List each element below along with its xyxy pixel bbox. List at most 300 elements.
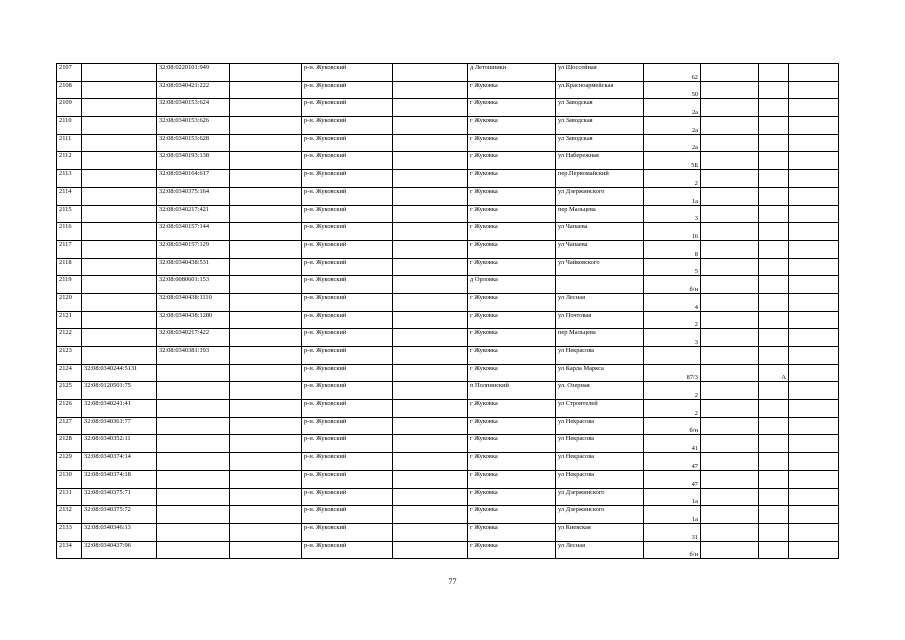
empty-cell xyxy=(789,541,839,559)
table-row xyxy=(57,329,839,347)
cadastral-number-cell: 32:08:0340375:164 xyxy=(157,187,230,205)
locality-cell: г Жуковка xyxy=(468,81,556,99)
district-cell: р-н. Жуковский xyxy=(302,470,393,488)
cadastral-number-cell xyxy=(157,382,230,400)
locality-cell: г Жуковка xyxy=(468,400,556,418)
district-cell: р-н. Жуковский xyxy=(302,382,393,400)
empty-cell xyxy=(789,488,839,506)
locality-cell: г Жуковка xyxy=(468,541,556,559)
locality-cell: г Жуковка xyxy=(468,240,556,258)
house-number-cell: 50 xyxy=(644,81,701,99)
street-cell: ул Чапаева xyxy=(556,240,644,258)
empty-cell xyxy=(701,347,759,365)
empty-cell xyxy=(230,470,302,488)
table-row xyxy=(57,347,839,365)
cadastral-number-cell xyxy=(82,152,157,170)
empty-cell xyxy=(393,400,468,418)
street-cell: ул Некрасова xyxy=(556,347,644,365)
building-letter-cell xyxy=(759,99,789,117)
empty-cell xyxy=(789,276,839,294)
table-row xyxy=(57,81,839,99)
empty-cell xyxy=(393,276,468,294)
empty-cell xyxy=(393,488,468,506)
empty-cell xyxy=(701,541,759,559)
house-number-cell: 87/3 xyxy=(644,364,701,382)
table-row xyxy=(57,99,839,117)
cadastral-number-cell: 32:08:0340421:222 xyxy=(157,81,230,99)
locality-cell: г Жуковка xyxy=(468,347,556,365)
empty-cell xyxy=(701,293,759,311)
empty-cell xyxy=(393,329,468,347)
row-number-cell: 2132 xyxy=(57,506,82,524)
empty-cell xyxy=(393,152,468,170)
district-cell: р-н. Жуковский xyxy=(302,400,393,418)
empty-cell xyxy=(393,258,468,276)
empty-cell xyxy=(701,99,759,117)
street-cell: ул Чапаева xyxy=(556,223,644,241)
empty-cell xyxy=(230,382,302,400)
cadastral-number-cell xyxy=(82,205,157,223)
empty-cell xyxy=(701,435,759,453)
cadastral-number-cell xyxy=(157,364,230,382)
empty-cell xyxy=(701,364,759,382)
empty-cell xyxy=(701,240,759,258)
empty-cell xyxy=(701,417,759,435)
building-letter-cell xyxy=(759,453,789,471)
locality-cell: г Жуковка xyxy=(468,523,556,541)
empty-cell xyxy=(701,152,759,170)
cadastral-number-cell xyxy=(157,470,230,488)
row-number-cell: 2129 xyxy=(57,453,82,471)
street-cell: ул Некрасова xyxy=(556,417,644,435)
cadastral-number-cell: 32:08:0340375:72 xyxy=(82,506,157,524)
locality-cell: г Жуковка xyxy=(468,364,556,382)
empty-cell xyxy=(230,364,302,382)
cadastral-number-cell xyxy=(82,117,157,135)
street-cell: ул Некрасова xyxy=(556,470,644,488)
row-number-cell: 2124 xyxy=(57,364,82,382)
empty-cell xyxy=(789,117,839,135)
empty-cell xyxy=(789,170,839,188)
street-cell: ул Дзержинского xyxy=(556,488,644,506)
table-row xyxy=(57,240,839,258)
row-number-cell: 2123 xyxy=(57,347,82,365)
street-cell: ул.Красноармейская xyxy=(556,81,644,99)
table-row xyxy=(57,117,839,135)
cadastral-number-cell xyxy=(82,329,157,347)
empty-cell xyxy=(230,400,302,418)
cadastral-number-cell xyxy=(82,81,157,99)
building-letter-cell xyxy=(759,258,789,276)
locality-cell: г Жуковка xyxy=(468,470,556,488)
cadastral-number-cell xyxy=(157,523,230,541)
district-cell: р-н. Жуковский xyxy=(302,453,393,471)
row-number-cell: 2118 xyxy=(57,258,82,276)
empty-cell xyxy=(393,541,468,559)
house-number-cell: б/н xyxy=(644,417,701,435)
empty-cell xyxy=(701,470,759,488)
table-row xyxy=(57,64,839,82)
district-cell: р-н. Жуковский xyxy=(302,417,393,435)
locality-cell: г Жуковка xyxy=(468,117,556,135)
empty-cell xyxy=(789,382,839,400)
empty-cell xyxy=(230,258,302,276)
table-row xyxy=(57,311,839,329)
empty-cell xyxy=(789,506,839,524)
cadastral-number-cell xyxy=(157,453,230,471)
empty-cell xyxy=(393,223,468,241)
empty-cell xyxy=(789,470,839,488)
street-cell: ул Шоссейная xyxy=(556,64,644,82)
table-row xyxy=(57,187,839,205)
cadastral-number-cell: 32:08:0340374:14 xyxy=(82,453,157,471)
building-letter-cell xyxy=(759,64,789,82)
house-number-cell xyxy=(644,347,701,365)
street-cell: ул Лесная xyxy=(556,541,644,559)
street-cell: ул Чайковского xyxy=(556,258,644,276)
house-number-cell: 1а xyxy=(644,187,701,205)
empty-cell xyxy=(393,134,468,152)
street-cell: ул Дзержинского xyxy=(556,506,644,524)
building-letter-cell xyxy=(759,170,789,188)
district-cell: р-н. Жуковский xyxy=(302,506,393,524)
house-number-cell: б/н xyxy=(644,541,701,559)
empty-cell xyxy=(393,364,468,382)
row-number-cell: 2128 xyxy=(57,435,82,453)
empty-cell xyxy=(701,453,759,471)
building-letter-cell xyxy=(759,240,789,258)
empty-cell xyxy=(789,240,839,258)
empty-cell xyxy=(393,205,468,223)
cadastral-number-cell: 32:08:0080601:153 xyxy=(157,276,230,294)
district-cell: р-н. Жуковский xyxy=(302,223,393,241)
empty-cell xyxy=(393,382,468,400)
cadastral-number-cell: 32:08:0340352:11 xyxy=(82,435,157,453)
table-row xyxy=(57,400,839,418)
building-letter-cell xyxy=(759,117,789,135)
house-number-cell: 2 xyxy=(644,311,701,329)
cadastral-number-cell: 32:08:0340438:1280 xyxy=(157,311,230,329)
table-row xyxy=(57,488,839,506)
empty-cell xyxy=(230,170,302,188)
street-cell: ул Почтовая xyxy=(556,311,644,329)
empty-cell xyxy=(701,258,759,276)
cadastral-number-cell xyxy=(82,276,157,294)
cadastral-number-cell xyxy=(157,400,230,418)
table-row xyxy=(57,541,839,559)
street-cell: пер.Первомайский xyxy=(556,170,644,188)
empty-cell xyxy=(230,417,302,435)
house-number-cell: 2а xyxy=(644,99,701,117)
building-letter-cell xyxy=(759,187,789,205)
building-letter-cell xyxy=(759,347,789,365)
empty-cell xyxy=(393,64,468,82)
cadastral-number-cell: 32:08:0340438:531 xyxy=(157,258,230,276)
cadastral-number-cell xyxy=(157,435,230,453)
empty-cell xyxy=(789,187,839,205)
street-cell: ул Некрасова xyxy=(556,435,644,453)
locality-cell: г Жуковка xyxy=(468,170,556,188)
locality-cell: д Орловка xyxy=(468,276,556,294)
building-letter-cell xyxy=(759,293,789,311)
cadastral-number-cell xyxy=(157,417,230,435)
empty-cell xyxy=(789,258,839,276)
empty-cell xyxy=(393,453,468,471)
district-cell: р-н. Жуковский xyxy=(302,187,393,205)
row-number-cell: 2111 xyxy=(57,134,82,152)
table-row xyxy=(57,152,839,170)
cadastral-number-cell: 32:08:0340346:13 xyxy=(82,523,157,541)
building-letter-cell xyxy=(759,205,789,223)
empty-cell xyxy=(789,347,839,365)
page-number: 77 xyxy=(448,577,457,586)
cadastral-number-cell: 32:08:0340241:41 xyxy=(82,400,157,418)
row-number-cell: 2112 xyxy=(57,152,82,170)
empty-cell xyxy=(701,117,759,135)
house-number-cell: 3 xyxy=(644,205,701,223)
building-letter-cell xyxy=(759,81,789,99)
building-letter-cell xyxy=(759,506,789,524)
locality-cell: г Жуковка xyxy=(468,293,556,311)
empty-cell xyxy=(701,506,759,524)
district-cell: р-н. Жуковский xyxy=(302,134,393,152)
district-cell: р-н. Жуковский xyxy=(302,99,393,117)
empty-cell xyxy=(701,223,759,241)
cadastral-number-cell: 32:08:0340153:626 xyxy=(157,117,230,135)
row-number-cell: 2107 xyxy=(57,64,82,82)
empty-cell xyxy=(393,417,468,435)
building-letter-cell xyxy=(759,417,789,435)
table-row xyxy=(57,134,839,152)
locality-cell: г Жуковка xyxy=(468,453,556,471)
cadastral-number-cell: 32:08:0340374:18 xyxy=(82,470,157,488)
empty-cell xyxy=(701,187,759,205)
table-row xyxy=(57,293,839,311)
empty-cell xyxy=(701,134,759,152)
empty-cell xyxy=(393,99,468,117)
street-cell: пер Мальцева xyxy=(556,329,644,347)
empty-cell xyxy=(789,205,839,223)
empty-cell xyxy=(701,382,759,400)
empty-cell xyxy=(789,417,839,435)
empty-cell xyxy=(393,506,468,524)
cadastral-number-cell xyxy=(82,311,157,329)
empty-cell xyxy=(789,152,839,170)
district-cell: р-н. Жуковский xyxy=(302,205,393,223)
empty-cell xyxy=(230,329,302,347)
empty-cell xyxy=(789,81,839,99)
empty-cell xyxy=(393,311,468,329)
empty-cell xyxy=(701,64,759,82)
locality-cell: г Жуковка xyxy=(468,152,556,170)
street-cell: ул Лесная xyxy=(556,293,644,311)
house-number-cell: 2а xyxy=(644,117,701,135)
table-row xyxy=(57,470,839,488)
table-row xyxy=(57,205,839,223)
district-cell: р-н. Жуковский xyxy=(302,329,393,347)
empty-cell xyxy=(230,435,302,453)
empty-cell xyxy=(230,187,302,205)
locality-cell: г Жуковка xyxy=(468,329,556,347)
row-number-cell: 2115 xyxy=(57,205,82,223)
empty-cell xyxy=(230,506,302,524)
street-cell: ул. Озерная xyxy=(556,382,644,400)
district-cell: р-н. Жуковский xyxy=(302,311,393,329)
cadastral-number-cell: 32:08:0340164:617 xyxy=(157,170,230,188)
cadastral-number-cell: 32:08:0340438:1110 xyxy=(157,293,230,311)
row-number-cell: 2108 xyxy=(57,81,82,99)
building-letter-cell xyxy=(759,382,789,400)
district-cell: р-н. Жуковский xyxy=(302,240,393,258)
locality-cell: г Жуковка xyxy=(468,223,556,241)
empty-cell xyxy=(393,523,468,541)
district-cell: р-н. Жуковский xyxy=(302,523,393,541)
empty-cell xyxy=(230,205,302,223)
empty-cell xyxy=(789,523,839,541)
row-number-cell: 2131 xyxy=(57,488,82,506)
cadastral-number-cell: 32:08:0120501:75 xyxy=(82,382,157,400)
row-number-cell: 2134 xyxy=(57,541,82,559)
house-number-cell: 47 xyxy=(644,470,701,488)
locality-cell: г Жуковка xyxy=(468,488,556,506)
empty-cell xyxy=(789,293,839,311)
house-number-cell: 2 xyxy=(644,382,701,400)
building-letter-cell xyxy=(759,329,789,347)
street-cell: ул Дзержинского xyxy=(556,187,644,205)
empty-cell xyxy=(701,81,759,99)
building-letter-cell: А xyxy=(759,364,789,382)
empty-cell xyxy=(701,276,759,294)
empty-cell xyxy=(789,329,839,347)
district-cell: р-н. Жуковский xyxy=(302,488,393,506)
empty-cell xyxy=(701,400,759,418)
empty-cell xyxy=(393,470,468,488)
cadastral-number-cell xyxy=(82,240,157,258)
district-cell: р-н. Жуковский xyxy=(302,170,393,188)
street-cell: ул Набережная xyxy=(556,152,644,170)
row-number-cell: 2114 xyxy=(57,187,82,205)
cadastral-number-cell xyxy=(82,134,157,152)
row-number-cell: 2120 xyxy=(57,293,82,311)
building-letter-cell xyxy=(759,523,789,541)
house-number-cell: 1а xyxy=(644,506,701,524)
empty-cell xyxy=(789,64,839,82)
street-cell: ул Некрасова xyxy=(556,453,644,471)
row-number-cell: 2113 xyxy=(57,170,82,188)
cadastral-number-cell: 32:08:0340381:193 xyxy=(157,347,230,365)
house-number-cell: 3 xyxy=(644,329,701,347)
row-number-cell: 2133 xyxy=(57,523,82,541)
cadastral-number-cell xyxy=(82,223,157,241)
cadastral-number-cell: 32:08:0340217:422 xyxy=(157,329,230,347)
row-number-cell: 2126 xyxy=(57,400,82,418)
row-number-cell: 2110 xyxy=(57,117,82,135)
house-number-cell: 8 xyxy=(644,240,701,258)
table-row xyxy=(57,258,839,276)
street-cell: ул Киевская xyxy=(556,523,644,541)
building-letter-cell xyxy=(759,435,789,453)
cadastral-number-cell: 32:08:0220101:949 xyxy=(157,64,230,82)
district-cell: р-н. Жуковский xyxy=(302,347,393,365)
district-cell: р-н. Жуковский xyxy=(302,364,393,382)
street-cell: ул Заводская xyxy=(556,99,644,117)
empty-cell xyxy=(230,223,302,241)
row-number-cell: 2116 xyxy=(57,223,82,241)
street-cell: ул Строителей xyxy=(556,400,644,418)
table-row xyxy=(57,506,839,524)
locality-cell: г Жуковка xyxy=(468,205,556,223)
cadastral-number-cell: 32:08:0340157:144 xyxy=(157,223,230,241)
empty-cell xyxy=(701,523,759,541)
row-number-cell: 2109 xyxy=(57,99,82,117)
district-cell: р-н. Жуковский xyxy=(302,293,393,311)
house-number-cell: 62 xyxy=(644,64,701,82)
house-number-cell: 2 xyxy=(644,170,701,188)
cadastral-number-cell xyxy=(157,506,230,524)
row-number-cell: 2122 xyxy=(57,329,82,347)
district-cell: р-н. Жуковский xyxy=(302,117,393,135)
locality-cell: г Жуковка xyxy=(468,258,556,276)
locality-cell: г Жуковка xyxy=(468,506,556,524)
empty-cell xyxy=(230,293,302,311)
district-cell: р-н. Жуковский xyxy=(302,541,393,559)
empty-cell xyxy=(230,541,302,559)
empty-cell xyxy=(789,400,839,418)
empty-cell xyxy=(393,240,468,258)
empty-cell xyxy=(230,488,302,506)
district-cell: р-н. Жуковский xyxy=(302,276,393,294)
cadastral-number-cell xyxy=(82,99,157,117)
locality-cell: г Жуковка xyxy=(468,99,556,117)
district-cell: р-н. Жуковский xyxy=(302,152,393,170)
building-letter-cell xyxy=(759,541,789,559)
empty-cell xyxy=(701,311,759,329)
table-row xyxy=(57,523,839,541)
empty-cell xyxy=(230,99,302,117)
cadastral-number-cell xyxy=(157,541,230,559)
cadastral-number-cell: 32:08:0340193:138 xyxy=(157,152,230,170)
cadastral-number-cell xyxy=(82,293,157,311)
table-row xyxy=(57,364,839,382)
building-letter-cell xyxy=(759,470,789,488)
building-letter-cell xyxy=(759,400,789,418)
locality-cell: г Жуковка xyxy=(468,134,556,152)
row-number-cell: 2119 xyxy=(57,276,82,294)
empty-cell xyxy=(230,347,302,365)
empty-cell xyxy=(789,453,839,471)
empty-cell xyxy=(701,170,759,188)
empty-cell xyxy=(230,453,302,471)
table-row xyxy=(57,435,839,453)
street-cell: ул Заводская xyxy=(556,117,644,135)
cadastral-number-cell: 32:08:0340153:628 xyxy=(157,134,230,152)
table-body xyxy=(57,64,839,559)
empty-cell xyxy=(701,329,759,347)
table-row xyxy=(57,223,839,241)
district-cell: р-н. Жуковский xyxy=(302,435,393,453)
house-number-cell: 4 xyxy=(644,293,701,311)
empty-cell xyxy=(230,134,302,152)
table-row xyxy=(57,453,839,471)
row-number-cell: 2117 xyxy=(57,240,82,258)
cadastral-number-cell xyxy=(157,488,230,506)
empty-cell xyxy=(230,64,302,82)
empty-cell xyxy=(230,240,302,258)
cadastral-number-cell: 32:08:0340217:421 xyxy=(157,205,230,223)
empty-cell xyxy=(701,205,759,223)
house-number-cell: б/н xyxy=(644,276,701,294)
cadastral-number-cell xyxy=(82,64,157,82)
